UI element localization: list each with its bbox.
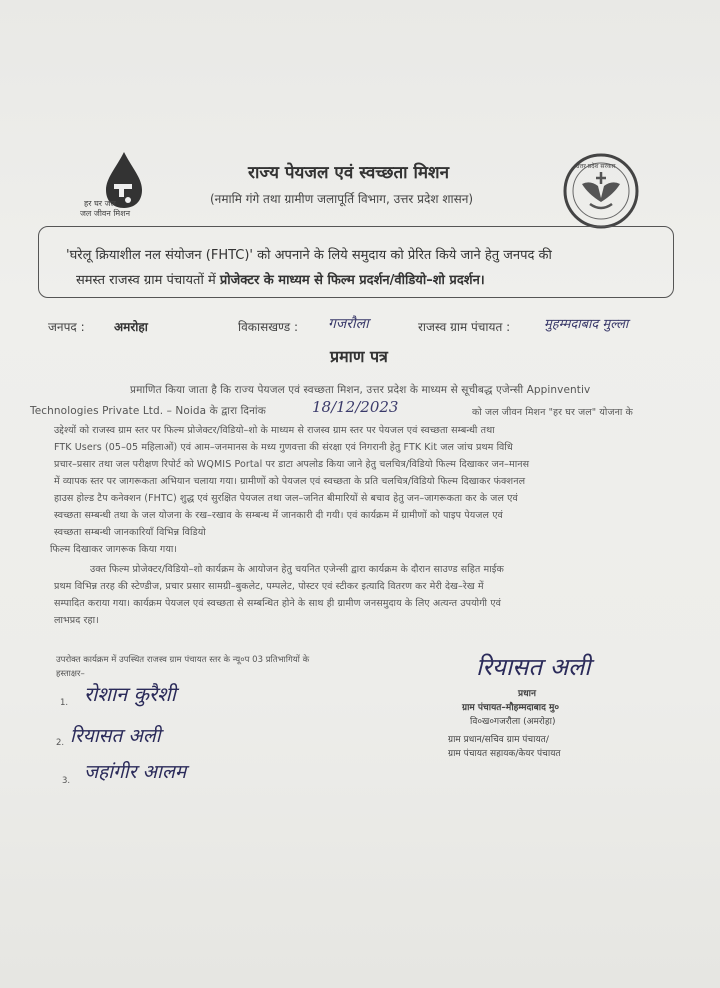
logo-caption-1: हर घर जल xyxy=(84,199,116,208)
har-ghar-jal-logo xyxy=(80,150,158,230)
witness-num-1: 1. xyxy=(60,698,69,708)
banner-line-2-prefix: समस्त राजस्व ग्राम पंचायतों में xyxy=(76,273,220,288)
district-value: अमरोहा xyxy=(114,320,148,334)
witness-intro-2: हस्ताक्षर– xyxy=(56,669,85,679)
block-label: विकासखण्ड : xyxy=(238,320,299,334)
body-line-8: स्वच्छता सम्बन्धी तथा के जल योजना के रख–रखाव के सम्बन्ध में जानकारी दी गयी। एवं कार्यक्रम में ग्रामीणों को पाइप पेयजल एवं xyxy=(54,510,503,521)
body-line-11: उक्त फिल्म प्रोजेक्टर/विडियो–शो कार्यक्रम के आयोजन हेतु चयनित एजेन्सी द्वारा कार्यक्रम के दौरान साउण्ड सहित माईक xyxy=(90,564,504,575)
body-line-14: लाभप्रद रहा। xyxy=(54,615,99,626)
body-line-10: फिल्म दिखाकर जागरूक किया गया। xyxy=(50,544,178,555)
emblem-text: उत्तर प्रदेश सरकार xyxy=(576,163,616,170)
mission-title: राज्य पेयजल एवं स्वच्छता मिशन xyxy=(248,163,450,183)
witness-signature-3: जहांगीर आलम xyxy=(84,761,187,783)
stamp-line-2: ग्राम पंचायत–मौहम्मदाबाद मु० xyxy=(462,703,560,713)
body-line-2b: को जल जीवन मिशन "हर घर जल" योजना के xyxy=(472,407,633,418)
logo-caption-2: जल जीवन मिशन xyxy=(80,209,131,218)
witness-num-3: 3. xyxy=(62,776,71,786)
banner-line-2-bold: प्रोजेक्टर के माध्यम से फिल्म प्रदर्शन/वीडियो–शो प्रदर्शन। xyxy=(219,273,485,288)
pradhan-label-1: ग्राम प्रधान/सचिव ग्राम पंचायत/ xyxy=(448,735,549,745)
block-value: गजरौला xyxy=(328,316,369,332)
witness-signature-2: रियासत अली xyxy=(70,725,161,747)
banner-line-2 xyxy=(76,270,485,288)
witness-num-2: 2. xyxy=(56,738,65,748)
body-line-7: हाउस होल्ड टैप कनेक्शन (FHTC) शुद्ध एवं सुरक्षित पेयजल तथा जल–जनित बीमारियों से बचाव हेतु जन–जागरूकता कर के जल एवं xyxy=(54,493,518,504)
body-line-4: FTK Users (05–05 महिलाओं) एवं आम–जनमानस के मध्य गुणवत्ता की संरक्षा एवं निगरानी हेतु FTK Kit जल जांच प्रथम विधि xyxy=(54,442,513,453)
mission-subtitle: (नमामि गंगे तथा ग्रामीण जलापूर्ति विभाग, उत्तर प्रदेश शासन) xyxy=(210,192,474,206)
village-value: मुहम्मदाबाद मुल्ला xyxy=(544,317,629,332)
witness-signature-1: रोशान कुरैशी xyxy=(84,682,176,706)
body-line-6: में व्यापक स्तर पर जागरूकता अभियान चलाया गया। ग्रामीणों को पेयजल एवं स्वच्छता के प्रति चलचित्र/विडियो फिल्म दिखाकर फंक्शनल xyxy=(54,476,526,487)
witness-intro-1: उपरोक्त कार्यक्रम में उपस्थित राजस्व ग्राम पंचायत स्तर के न्यू०प 03 प्रतिभागियों के xyxy=(56,655,310,665)
uttar-pradesh-emblem xyxy=(560,150,642,232)
stamp-line-1: प्रधान xyxy=(518,689,536,699)
district-label: जनपद : xyxy=(48,320,85,334)
body-line-5: प्रचार–प्रसार तथा जल परीक्षण रिपोर्ट को WQMIS Portal पर डाटा अपलोड किया जाने हेतु चलचित्र/विडियो फिल्म दिखाकर जन–मानस xyxy=(54,459,530,470)
pradhan-signature: रियासत अली xyxy=(476,653,591,681)
program-date: 18/12/2023 xyxy=(312,398,399,416)
body-line-3: उद्देश्यों को राजस्व ग्राम स्तर पर फिल्म प्रोजेक्टर/विडियो–शो के माध्यम से राजस्व ग्राम स्तर पर पेयजल एवं स्वच्छता सम्बन्धी तथा xyxy=(54,425,495,436)
pradhan-label-2: ग्राम पंचायत सहायक/केयर पंचायत xyxy=(448,749,561,759)
banner-line-1: 'घरेलू क्रियाशील नल संयोजन (FHTC)' को अपनाने के लिये समुदाय को प्रेरित किये जाने हेतु जनपद की xyxy=(66,248,552,263)
body-line-9: स्वच्छता सम्बन्धी जानकारियाँ विभिन्न विडियो xyxy=(54,527,206,538)
body-line-2a: Technologies Private Ltd. – Noida के द्वारा दिनांक xyxy=(30,405,266,417)
village-label: राजस्व ग्राम पंचायत : xyxy=(418,320,511,334)
certificate-title: प्रमाण पत्र xyxy=(330,347,388,366)
stamp-line-3: वि०ख०गजरौला (अमरोहा) xyxy=(470,717,556,727)
body-line-13: सम्पादित कराया गया। कार्यक्रम पेयजल एवं स्वच्छता से सम्बन्धित होने के साथ ही ग्रामीण जनसमुदाय के लिए अत्यन्त उपयोगी एवं xyxy=(54,598,501,609)
body-line-12: प्रथम विभिन्न तरह की स्टेण्डीज, प्रचार प्रसार सामग्री–बुकलेट, पम्पलेट, पोस्टर एवं स्टीकर इत्यादि वितरण कर मेरी देख–रेख में xyxy=(54,581,484,592)
body-line-1: प्रमाणित किया जाता है कि राज्य पेयजल एवं स्वच्छता मिशन, उत्तर प्रदेश के माध्यम से सूचीबद्ध एजेन्सी Appinventiv xyxy=(130,384,591,396)
